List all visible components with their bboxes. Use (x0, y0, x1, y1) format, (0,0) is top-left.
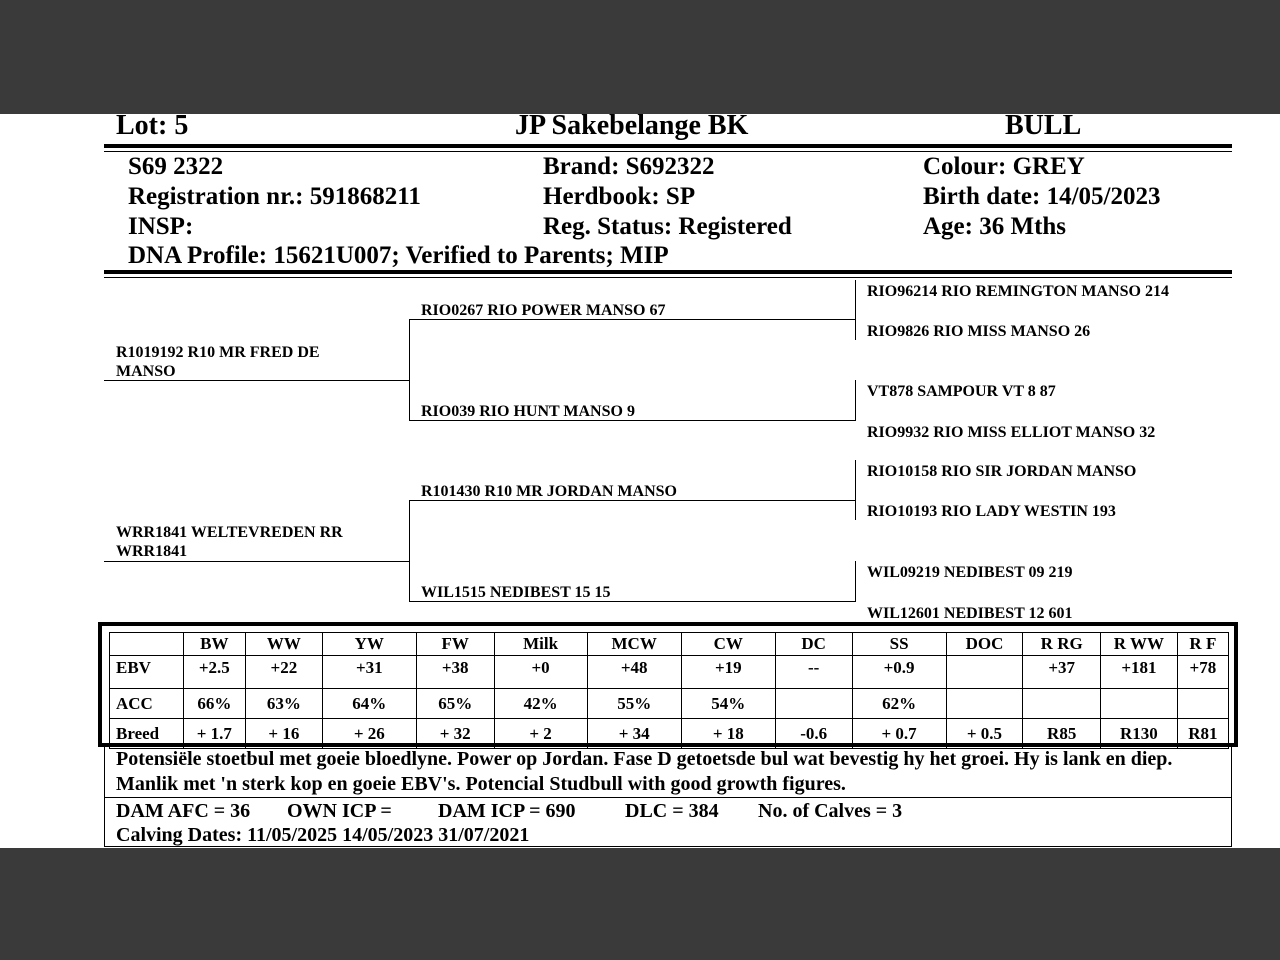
dna-profile: DNA Profile: 15621U007; Verified to Parents; MIP (128, 242, 669, 269)
ebv-cell: +38 (416, 656, 494, 689)
ebv-cell: +181 (1101, 656, 1178, 689)
acc-cell: 65% (416, 689, 494, 719)
ggp-7: WIL09219 NEDIBEST 09 219 (867, 564, 1073, 581)
ebv-cell: +78 (1177, 656, 1228, 689)
ggp-4: RIO9932 RIO MISS ELLIOT MANSO 32 (867, 424, 1156, 441)
ebv-cell: +22 (246, 656, 323, 689)
number-of-calves: No. of Calves = 3 (758, 800, 903, 822)
animal-comment: Potensiële stoetbul met goeie bloedlyne. Power op Jordan. Fase D getoetsde bul wat bevestig hy het groei. Hy is lank en diep. Manlik met 'n sterk kop en goeie EBV's. Potencial Studbull with good growth figures. (116, 748, 1173, 795)
breed-cell: + 26 (322, 719, 416, 749)
acc-cell (1177, 689, 1228, 719)
breed-cell: + 0.7 (852, 719, 946, 749)
reg-status: Reg. Status: Registered (543, 213, 792, 240)
ebv-row (110, 656, 1229, 689)
ebv-cell: +2.5 (183, 656, 245, 689)
colour: Colour: GREY (923, 153, 1085, 180)
row-label: Breed (110, 719, 184, 749)
sire-bracket (409, 319, 410, 421)
info-rule-thin (104, 277, 1232, 278)
breed-cell: -0.6 (775, 719, 852, 749)
pedigree-sire-dam: RIO039 RIO HUNT MANSO 9 (421, 403, 635, 420)
ggp-bracket-1 (855, 280, 856, 340)
acc-cell: 62% (852, 689, 946, 719)
calving-dates: Calving Dates: 11/05/2025 14/05/2023 31/07/2021 (116, 824, 530, 846)
ebv-header-cell: R RG (1023, 633, 1101, 656)
ebv-cell: -- (775, 656, 852, 689)
herdbook: Herdbook: SP (543, 183, 696, 210)
ebv-header-cell: SS (852, 633, 946, 656)
registration-number: Registration nr.: 591868211 (128, 183, 421, 210)
ebv-cell (946, 656, 1023, 689)
ebv-cell: +37 (1023, 656, 1101, 689)
ebv-header-cell: DOC (946, 633, 1023, 656)
pedigree-dam-sire: R101430 R10 MR JORDAN MANSO (421, 483, 677, 500)
ggp-bracket-4 (855, 561, 856, 601)
acc-cell (775, 689, 852, 719)
lot-number: Lot: 5 (116, 110, 189, 141)
breed-cell: + 1.7 (183, 719, 245, 749)
birth-date: Birth date: 14/05/2023 (923, 183, 1161, 210)
ebv-header-cell: CW (681, 633, 775, 656)
ebv-corner-cell (110, 633, 184, 656)
pedigree-dam: WRR1841 WELTEVREDEN RR WRR1841 (116, 524, 343, 560)
ebv-table (109, 632, 1229, 749)
acc-cell (946, 689, 1023, 719)
ggp-bracket-2 (855, 380, 856, 420)
ebv-header-cell: BW (183, 633, 245, 656)
ggp-1: RIO96214 RIO REMINGTON MANSO 214 (867, 283, 1169, 300)
acc-cell: 42% (494, 689, 587, 719)
sire-sire-line (409, 319, 856, 320)
ggp-3: VT878 SAMPOUR VT 8 87 (867, 383, 1056, 400)
dam-bracket (409, 500, 410, 602)
ebv-cell: +48 (587, 656, 681, 689)
ebv-header-cell: YW (322, 633, 416, 656)
pedigree-dam-dam: WIL1515 NEDIBEST 15 15 (421, 584, 611, 601)
ebv-header-cell: MCW (587, 633, 681, 656)
row-label: EBV (110, 656, 184, 689)
top-dark-band (0, 0, 1280, 114)
ebv-header-row (110, 633, 1229, 656)
acc-cell (1023, 689, 1101, 719)
pedigree-sire-sire: RIO0267 RIO POWER MANSO 67 (421, 302, 666, 319)
breed-cell: + 18 (681, 719, 775, 749)
own-icp: OWN ICP = (287, 800, 392, 822)
acc-cell (1101, 689, 1178, 719)
ebv-cell: +19 (681, 656, 775, 689)
breed-cell: R81 (1177, 719, 1228, 749)
ggp-8: WIL12601 NEDIBEST 12 601 (867, 605, 1073, 622)
ebv-header-cell: DC (775, 633, 852, 656)
acc-row (110, 689, 1229, 719)
ebv-header-cell: R F (1177, 633, 1228, 656)
breed-row (110, 719, 1229, 749)
bottom-dark-band (0, 848, 1280, 960)
seller-name: JP Sakebelange BK (515, 110, 749, 141)
sire-dam-line (409, 420, 856, 421)
lot-sheet (0, 110, 1280, 848)
ggp-5: RIO10158 RIO SIR JORDAN MANSO (867, 463, 1137, 480)
insp-label: INSP: (128, 213, 194, 240)
info-rule-thick (104, 270, 1232, 274)
breed-cell: + 0.5 (946, 719, 1023, 749)
ebv-header-cell: FW (416, 633, 494, 656)
animal-id: S69 2322 (128, 153, 224, 180)
ebv-header-cell: R WW (1101, 633, 1178, 656)
pedigree-sire: R1019192 R10 MR FRED DE MANSO (116, 344, 320, 380)
header-rule-thick (104, 144, 1232, 148)
acc-cell: 66% (183, 689, 245, 719)
breed-cell: + 32 (416, 719, 494, 749)
ebv-header-cell: Milk (494, 633, 587, 656)
ebv-cell: +0.9 (852, 656, 946, 689)
ebv-cell: +31 (322, 656, 416, 689)
brand: Brand: S692322 (543, 153, 715, 180)
comment-divider (104, 797, 1232, 798)
animal-type: BULL (1005, 110, 1082, 141)
breed-cell: + 2 (494, 719, 587, 749)
breed-cell: + 34 (587, 719, 681, 749)
ggp-2: RIO9826 RIO MISS MANSO 26 (867, 323, 1091, 340)
breed-cell: + 16 (246, 719, 323, 749)
dam-icp: DAM ICP = 690 (438, 800, 576, 822)
acc-cell: 55% (587, 689, 681, 719)
ebv-header-cell: WW (246, 633, 323, 656)
dam-line (104, 561, 409, 562)
ebv-cell: +0 (494, 656, 587, 689)
dam-afc: DAM AFC = 36 (116, 800, 251, 822)
row-label: ACC (110, 689, 184, 719)
breed-cell: R130 (1101, 719, 1178, 749)
acc-cell: 54% (681, 689, 775, 719)
dlc: DLC = 384 (625, 800, 719, 822)
dam-dam-line (409, 601, 856, 602)
ggp-bracket-3 (855, 460, 856, 520)
sire-line (104, 380, 409, 381)
acc-cell: 64% (322, 689, 416, 719)
acc-cell: 63% (246, 689, 323, 719)
dam-sire-line (409, 500, 856, 501)
age: Age: 36 Mths (923, 213, 1067, 240)
breed-cell: R85 (1023, 719, 1101, 749)
ggp-6: RIO10193 RIO LADY WESTIN 193 (867, 503, 1116, 520)
